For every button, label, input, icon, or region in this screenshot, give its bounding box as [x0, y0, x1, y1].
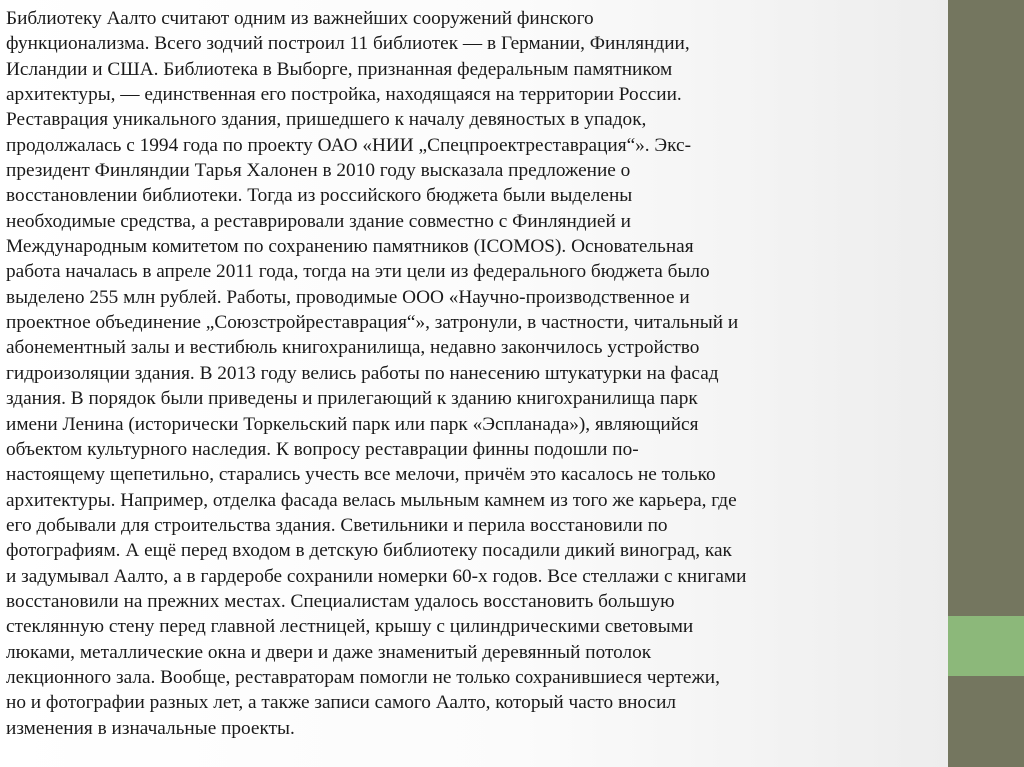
text-line: абонементный залы и вестибюль книгохранилища, недавно закончилось устройство	[6, 337, 700, 359]
text-line: имени Ленина (исторически Торкельский парк или парк «Эспланада»), являющийся	[6, 413, 699, 435]
text-line: люками, металлические окна и двери и даже знаменитый деревянный потолок	[6, 641, 652, 663]
text-line: продолжалась с 1994 года по проекту ОАО «НИИ „Спецпроектреставрация“». Экс-	[6, 134, 692, 156]
text-line: восстановлении библиотеки. Тогда из российского бюджета были выделены	[6, 185, 633, 207]
text-line: его добывали для строительства здания. Светильники и перила восстановили по	[6, 514, 668, 536]
text-line: президент Финляндии Тарья Халонен в 2010 году высказала предложение о	[6, 160, 631, 182]
text-line: проектное объединение „Союзстройреставрация“», затронули, в частности, читальный и	[6, 312, 739, 334]
text-line: здания. В порядок были приведены и прилегающий к зданию книгохранилища парк	[6, 388, 698, 410]
text-line: Международным комитетом по сохранению памятников (ICOMOS). Основательная	[6, 236, 694, 258]
text-line: и задумывал Аалто, а в гардеробе сохранили номерки 60-х годов. Все стеллажи с книгами	[6, 565, 747, 587]
text-line: Библиотеку Аалто считают одним из важнейших сооружений финского	[6, 8, 594, 29]
text-line: настоящему щепетильно, старались учесть все мелочи, причём это касалось не только	[6, 464, 716, 486]
text-line: функционализма. Всего зодчий построил 11 библиотек — в Германии, Финляндии,	[6, 33, 690, 55]
text-line: восстановили на прежних местах. Специалистам удалось восстановить большую	[6, 590, 675, 612]
text-line: гидроизоляции здания. В 2013 году велись работы по нанесению штукатурки на фасад	[6, 362, 719, 384]
text-line: изменения в изначальные проекты.	[6, 717, 295, 739]
text-line: объектом культурного наследия. К вопросу реставрации финны подошли по-	[6, 438, 639, 460]
text-line: Реставрация уникального здания, пришедшего к началу девяностых в упадок,	[6, 109, 647, 131]
text-line: стеклянную стену перед главной лестницей, крышу с цилиндрическими световыми	[6, 616, 694, 638]
text-line: работа началась в апреле 2011 года, тогда на эти цели из федерального бюджета было	[6, 261, 710, 283]
body-text	[6, 6, 942, 741]
text-line: Исландии и США. Библиотека в Выборге, признанная федеральным памятником	[6, 58, 673, 80]
text-line: но и фотографии разных лет, а также записи самого Аалто, который часто вносил	[6, 692, 677, 714]
text-line: выделено 255 млн рублей. Работы, проводимые ООО «Научно-производственное и	[6, 286, 690, 308]
text-line: архитектуры, — единственная его постройка, находящаяся на территории России.	[6, 84, 682, 106]
text-line: лекционного зала. Вообще, реставраторам помогли не только сохранившиеся чертежи,	[6, 666, 720, 688]
sidebar-accent-block	[948, 616, 1024, 676]
text-line: необходимые средства, а реставрировали здание совместно с Финляндией и	[6, 210, 631, 232]
text-line: фотографиям. А ещё перед входом в детскую библиотеку посадили дикий виноград, как	[6, 540, 732, 562]
text-line: архитектуры. Например, отделка фасада велась мыльным камнем из того же карьера, где	[6, 489, 737, 511]
